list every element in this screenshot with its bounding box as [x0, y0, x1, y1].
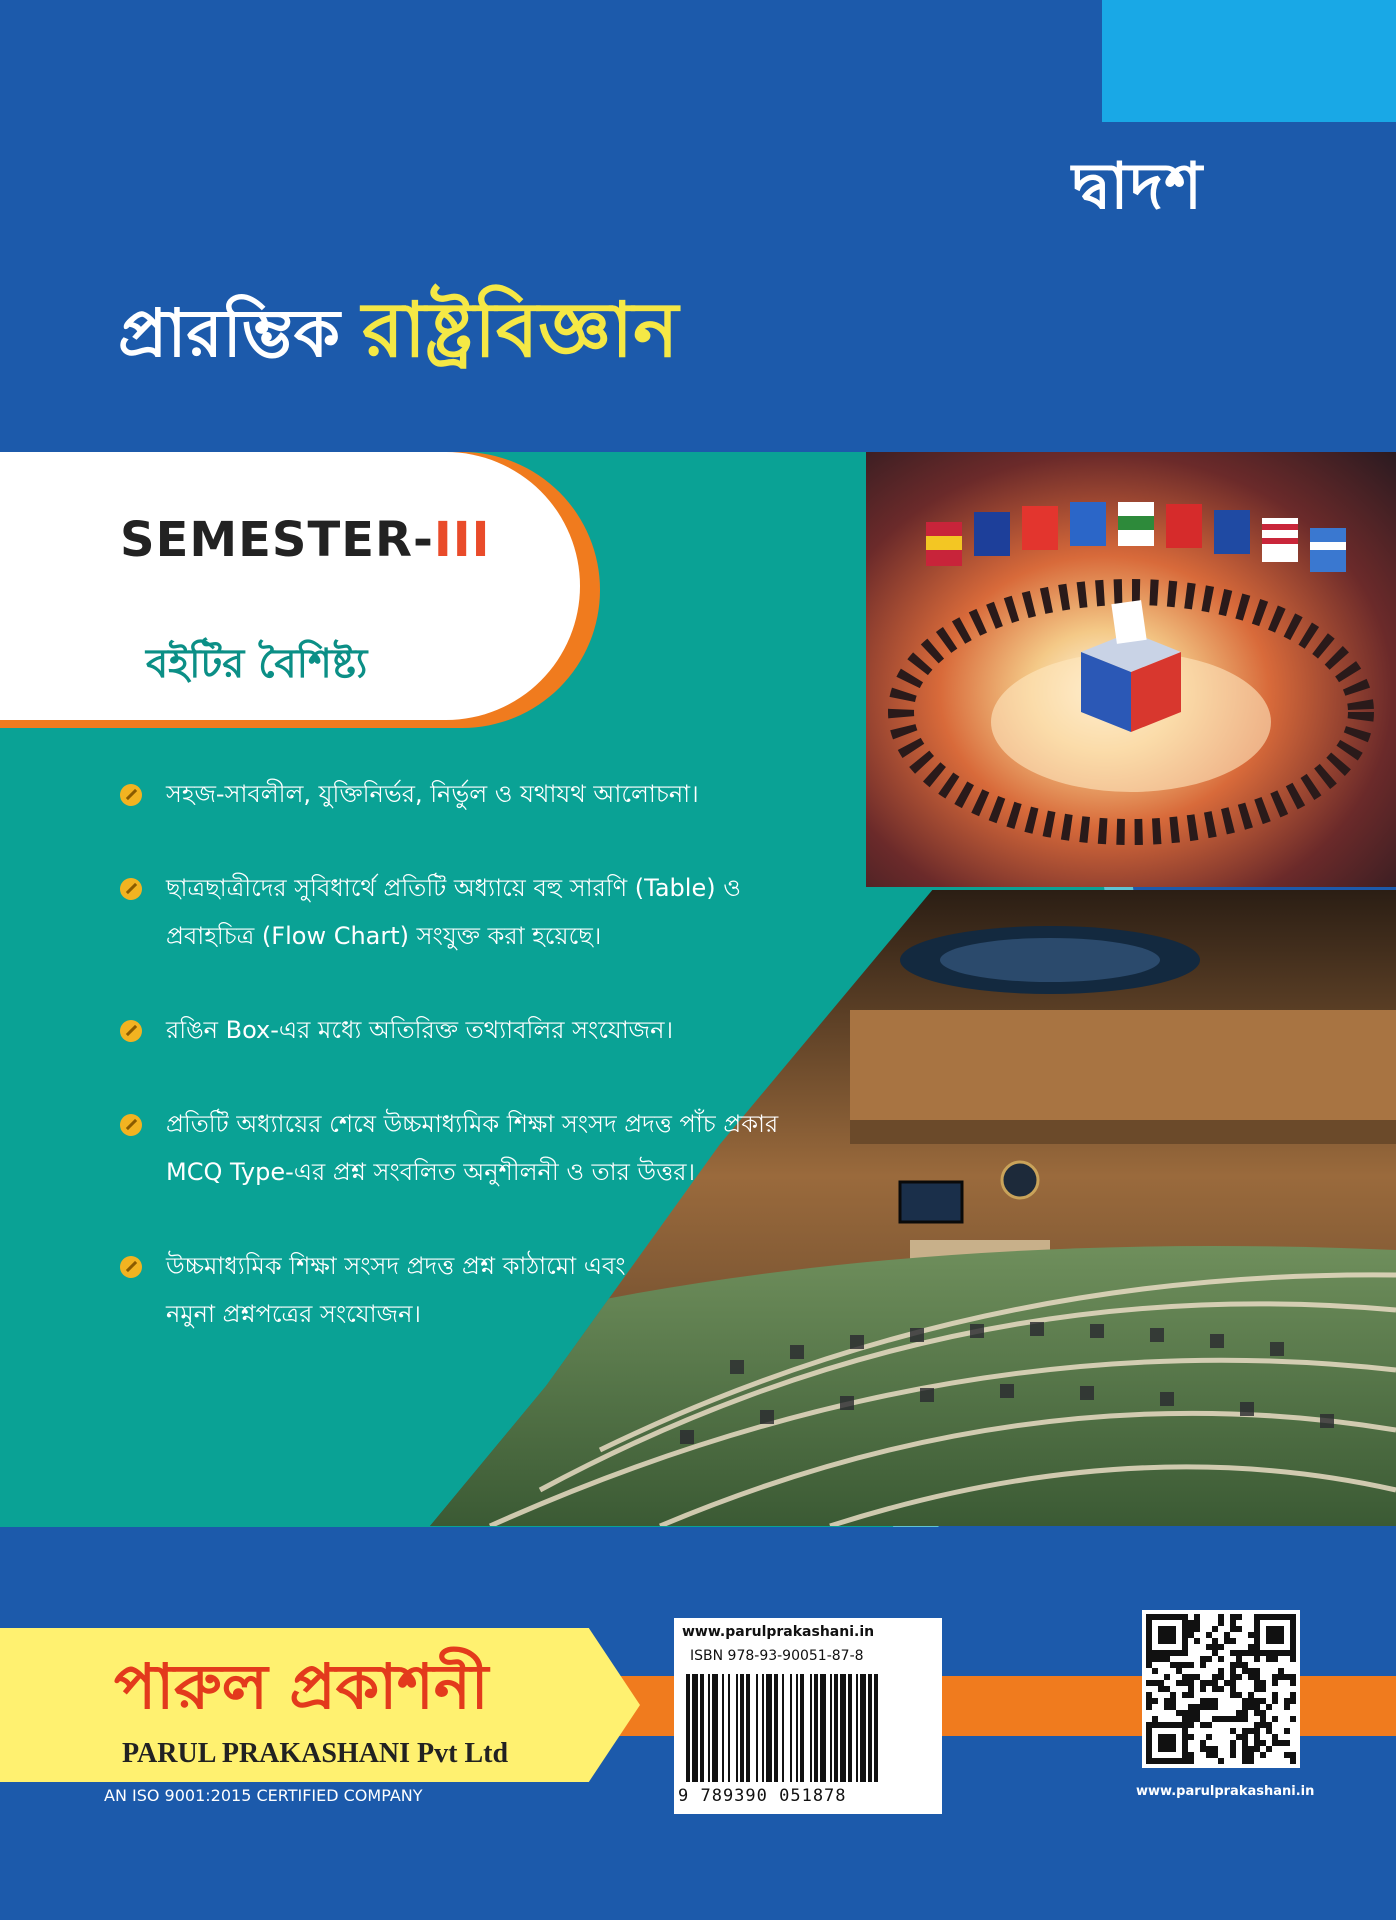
pencil-bullet-icon: [120, 1114, 142, 1136]
book-title: [118, 272, 678, 399]
feature-line: রঙিন Box-এর মধ্যে অতিরিক্ত তথ্যাবলির সংযোজন।: [166, 1016, 674, 1044]
publisher-logo-bengali: পারুল প্রকাশনী: [114, 1650, 489, 1723]
grade-label: দ্বাদশ: [1072, 150, 1204, 224]
pencil-bullet-icon: [120, 1256, 142, 1278]
barcode-digits: 9 789390 051878: [678, 1786, 847, 1806]
qr-caption: www.parulprakashani.in: [1136, 1784, 1315, 1799]
ballot-box-icon: [1081, 600, 1181, 732]
feature-item: [120, 1242, 860, 1338]
feature-line: উচ্চমাধ্যমিক শিক্ষা সংসদ প্রদত্ত প্রশ্ন কাঠামো এবং: [166, 1252, 626, 1280]
semester-numeral: III: [433, 512, 491, 568]
isbn-website: www.parulprakashani.in: [682, 1624, 875, 1640]
feature-list: [120, 770, 860, 1384]
pencil-bullet-icon: [120, 878, 142, 900]
feature-line: নমুনা প্রশ্নপত্রের সংযোজন।: [166, 1300, 421, 1328]
isbn-block: [674, 1618, 942, 1814]
pencil-bullet-icon: [120, 784, 142, 806]
feature-line: প্রতিটি অধ্যায়ের শেষে উচ্চমাধ্যমিক শিক্ষা সংসদ প্রদত্ত পাঁচ প্রকার: [166, 1110, 779, 1138]
features-heading: বইটির বৈশিষ্ট্য: [146, 641, 368, 687]
book-title-part1: প্রারম্ভিক: [118, 295, 340, 372]
semester-prefix: SEMESTER-: [120, 512, 434, 568]
feature-line: সহজ-সাবলীল, যুক্তিনির্ভর, নির্ভুল ও যথাযথ আলোচনা।: [166, 780, 699, 808]
grade-tab: [1102, 0, 1396, 122]
book-title-part2: রাষ্ট্রবিজ্ঞান: [361, 285, 679, 374]
voting-illustration: [866, 452, 1396, 887]
flags: [926, 502, 1346, 572]
isbn-number: ISBN 978-93-90051-87-8: [690, 1648, 864, 1664]
qr-code-icon: [1142, 1610, 1300, 1768]
pencil-bullet-icon: [120, 1020, 142, 1042]
barcode-icon: [684, 1674, 932, 1782]
feature-line: MCQ Type-এর প্রশ্ন সংবলিত অনুশীলনী ও তার উত্তর।: [166, 1158, 696, 1186]
publisher-certification: AN ISO 9001:2015 CERTIFIED COMPANY: [104, 1786, 423, 1805]
feature-line: ছাত্রছাত্রীদের সুবিধার্থে প্রতিটি অধ্যায়ে বহু সারণি (Table) ও: [166, 874, 741, 902]
feature-item: [120, 864, 860, 960]
feature-item: [120, 1006, 860, 1054]
feature-item: [120, 770, 860, 818]
semester-label: [120, 512, 490, 568]
feature-line: প্রবাহচিত্র (Flow Chart) সংযুক্ত করা হয়েছে।: [166, 922, 602, 950]
feature-item: [120, 1100, 860, 1196]
publisher-name-english: PARUL PRAKASHANI Pvt Ltd: [122, 1738, 509, 1769]
